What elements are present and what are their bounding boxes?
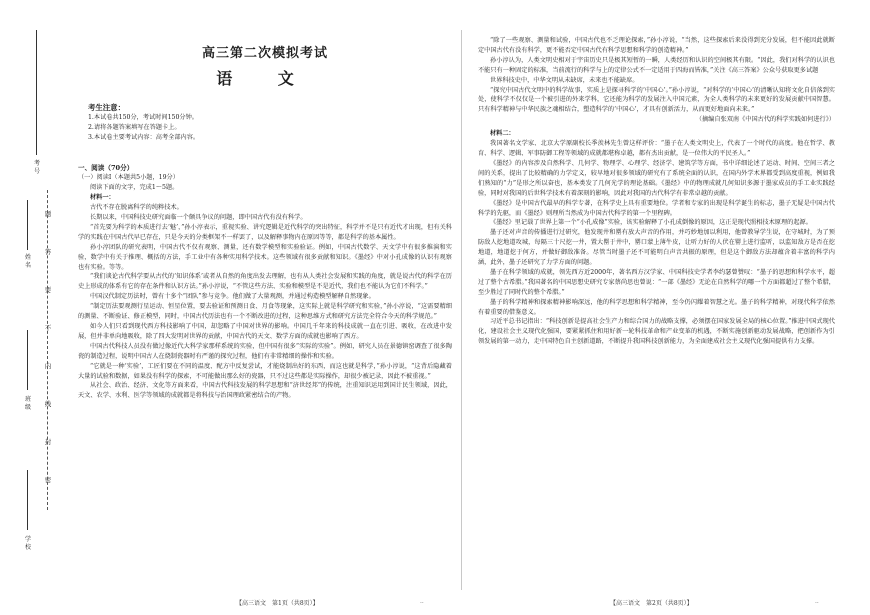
dashed-word: 内 bbox=[44, 362, 52, 370]
paragraph: “除了一些观察、测量和试验，中国古代也不乏理论探索，”孙小淳说，“当然，这些探索后来没得到充分发展，但不能因此就断定中国古代有没有科学，更不能否定中国古代有科学思想和科学的创造精神。” bbox=[478, 37, 835, 54]
class-label: 班级 bbox=[24, 396, 31, 411]
exam-no-line bbox=[36, 30, 37, 155]
dashed-word: 要 bbox=[44, 286, 52, 294]
instruction: 阅读下面的文字，完成1～5题。 bbox=[90, 184, 179, 192]
note-item: 2.请将各题答案填写在答题卡上。 bbox=[88, 124, 181, 131]
footer-tick: .. bbox=[815, 598, 819, 605]
note-item: 3.本试卷主要考试内容：高考全部内容。 bbox=[88, 134, 200, 141]
material-label: 材料二： bbox=[490, 130, 515, 138]
dashed-word: 封 bbox=[44, 438, 52, 446]
paragraph: 墨子的科学精神和探索精神影响深远，他的科学思想和科学精神，至今仍闪耀着智慧之光。墨子的科学精神，对现代科学依然有着重要的借鉴意义。 bbox=[478, 298, 835, 316]
class-line bbox=[27, 330, 28, 390]
page-footer-left: 【高三语文 第1页（共8页）】 bbox=[236, 600, 319, 607]
footer-tick: .. bbox=[420, 598, 424, 605]
material-label: 材料一： bbox=[90, 194, 115, 202]
right-column bbox=[478, 36, 835, 347]
paragraph: 世界科技史中，中华文明从未缺席，未来也不能缺席。 bbox=[490, 76, 639, 84]
binding-strip bbox=[0, 0, 62, 615]
paragraph: 墨子还对声音的传播进行过研究，他发现井和罂有放大声音的作用，并巧妙地加以利用，他曾教导学生说，在守城时，为了预防敌人挖地道攻城，每隔三十尺挖一井，置大罂于井中，罂口蒙上薄牛皮，让听力好的人伏在罂上进行监听，以监知敌方是否在挖地道，地道挖于何方，并做好御敌准备。尽管当时墨子还不可能明白声音共振的原理，但是这个御敌方法却蕴含着丰富的科学内涵，此外，墨子还研究了力学方面的问题。 bbox=[478, 229, 835, 267]
dashed-word: 答 bbox=[44, 248, 52, 256]
notes-block bbox=[78, 102, 452, 143]
paragraph: 从社会、政治、经济、文化等方面来看，中国古代科技发展的科学思想和“济世经邦”的传统，注重知识运用到国计民生领域，因此，天文、农学、水利、医学等领域的成就都是将科技与治国理政紧密结合的产物。 bbox=[78, 382, 452, 400]
source-citation: （摘编自张双南《中国古代的科学实践如何进行》） bbox=[695, 116, 835, 124]
note-item: 1.本试卷共150分，考试时间150分钟。 bbox=[88, 114, 198, 121]
exam-no-label: 考号 bbox=[33, 160, 40, 175]
exam-title: 高三第二次模拟考试 bbox=[201, 46, 328, 61]
paragraph: 古代不存在脱离科学的纯粹技术。 bbox=[90, 204, 183, 212]
school-line bbox=[27, 470, 28, 530]
paragraph: 孙小淳团队的研究表明，中国古代不仅有观察、测量，还有数学模型和实验验证。例如，中国古代数学、天文学中有很多推演和实验，数学中有关于推理、概括的方法，手工业中有各种实用科学技术。这些领域有很多贡献和知识。《墨经》中对小孔成像的认识有观察也有实验。等等。 bbox=[78, 243, 452, 271]
dashed-word: 密 bbox=[44, 476, 52, 484]
name-label: 姓名 bbox=[24, 254, 31, 269]
paragraph: “首先要为科学的本质进行去‘魅’，”孙小淳表示，重视实验、讲究逻辑是近代科学的突出特征，科学并不是只有近代才出现，但有关科学的实践在中国古代早已存在，只是今天的分类框架不一样罢了，以及解释事物内在原因等等，都是科学的基本属性。 bbox=[78, 223, 452, 241]
paragraph: “制定历法要观测行星运动、恒星位置，要去验证和预测日食、月食等现象，这实际上就是科学研究和实验，”孙小淳说，“这需要精细的测量、不断验证、修正模型，同时，中国古代历法也有一个不断改进的过程，这种思维方式和研究方法完全符合今天的科学规范。” bbox=[78, 303, 452, 321]
dashed-word: 线 bbox=[44, 400, 52, 408]
subject-title: 语 文 bbox=[216, 69, 314, 88]
paragraph: 如今人们只看到现代西方科技影响了中国，却忽略了中国对世界的影响。中国几千年来的科技成就一直在引进、吸收，在改进中发展，但并非单向地吸收，除了四大发明对世界的贡献，中国古代的天文、数学方面的成就也影响了西方。 bbox=[78, 323, 452, 340]
paragraph: “它就是一种‘实验’，工匠们要在不同的温度、配方中反复尝试，才能烧制出好的东西，而这也就是科学，”孙小淳说，“这背后隐藏着大量的试验和数据，如果没有科学的探索，不可能做出那么好的瓷器，只不过这些都是实际操作，却很少被记录，因此不被重视。” bbox=[78, 362, 452, 380]
paragraph: 中国汉代制定历法时，曾有十多个“团队”参与竞争。他们做了大量观测，并通过构造模型解释自然现象。 bbox=[90, 293, 375, 301]
page-footer-right: 【高三语文 第2页（共8页）】 bbox=[610, 600, 693, 607]
subsection-title: （一）阅读Ⅰ（本题共5小题，19分） bbox=[78, 174, 179, 182]
paragraph: 长期以来，中国科技史研究面临一个颇具争议的问题，即中国古代有没有科学。 bbox=[90, 214, 307, 222]
seal-dashed-line bbox=[47, 190, 48, 510]
paragraph: 《墨经》里记载了世界上第一个“小孔成像”实验，该实验解释了小孔成倒像的原因，这正是现代照相技术原理的起源。 bbox=[490, 219, 812, 227]
paragraph: 习近平总书记指出：“科技创新是提高社会生产力和综合国力的战略支撑，必须摆在国家发展全局的核心位置。”推进中国式现代化，建设社会主义现代化强国，要紧紧抓住和用好新一轮科技革命和产业变革的机遇，不断实施创新驱动发展战略，把创新作为引领发展的第一动力，走中国特色自主创新道路，不断提升我国科技创新能力，为全面建成社会主义现代化强国提供有力支撑。 bbox=[478, 318, 835, 346]
paragraph: “我们谈论古代科学要从古代的‘知识体系’或者从自然的角度出发去理解，也有从人类社会发展和实践的角度，就是说古代的科学在历史上形成的体系有它的存在条件和认识方法。”孙小淳说，“不管这些方法、实验和模型是不是近代，我们也不能认为它们不科学。” bbox=[78, 273, 452, 291]
paragraph: 《墨经》是中国古代最早的科学专著，在科学史上具有重要地位。学者和专家的出现是科学诞生的标志，墨子无疑是中国古代科学的先驱，而《墨经》则理所当然成为中国古代科学的第一个里程碑。 bbox=[478, 199, 835, 217]
column-divider bbox=[461, 30, 462, 590]
school-label: 学校 bbox=[24, 536, 31, 551]
dashed-word: 不 bbox=[44, 324, 52, 332]
dashed-word: 题 bbox=[44, 210, 52, 218]
paragraph: 墨子在科学领域的成就，领先西方近2000年，著名西方汉学家、中国科技史学者李约瑟曾赞叹：“墨子的思想和科学水平，超过了整个古希腊。”我国著名的中国思想史研究专家蔡尚思也曾说：“一部《墨经》无论在自然科学的哪一个方面都超过了整个希腊，至少胜过了同时代的整个希腊。” bbox=[478, 268, 835, 296]
notes-title: 考生注意： bbox=[88, 103, 125, 112]
name-line bbox=[27, 200, 28, 250]
left-column bbox=[78, 34, 452, 401]
paragraph: 中国古代科技人员没有做过像近代大科学家那样系统的实验，但中国有很多“实际的实验”。例如，研究人员在景德镇窑调查了很多陶瓷的制造过程，说明中国古人在烧制瓷器时有严谨的探究过程，他们有非常精细的操作和实验。 bbox=[78, 342, 452, 360]
paragraph: “探究中国古代文明中的科学故事，实质上是探寻科学的‘中国心’。”孙小淳说，“对科学的‘中国心’的清晰认知将文化自信落到实处，使科学不仅仅是一个被引进的外来学科，它还能为科学的发展注入中国元素，为全人类科学的未来更好的发展贡献中国智慧。只有科学精神与中华民族之魂相结合，塑造科学的‘中国心’，才具有创新活力，从而更好地面向未来。” bbox=[478, 86, 835, 114]
paragraph: 我国著名文学家、北京大学原副校长季羡林先生曾这样评价：“墨子在人类文明史上，代表了一个时代的高度。他在哲学、教育、科学、逻辑、军事防御工程等领域的成就都堪称卓越，都有杰出贡献，是一位伟大的平民圣人。” bbox=[478, 140, 835, 158]
paragraph: 孙小淳认为，人类文明史相对于宇宙历史只是极其短暂的一瞬，人类经历和认识的空间极其有限。“因此，我们对科学的认识也不能只有一种固定的标准，当前流行的科学与上的定律公式不一定适用于四海而皆准，”关注《高三答案》公众号获取更多试题 bbox=[478, 56, 835, 74]
section-title: 一、阅读（70分） bbox=[78, 164, 134, 172]
paragraph: 《墨经》的内容涉及自然科学、几何学、物理学、心理学、经济学、建筑学等方面，书中详细论述了运动、时间、空间三者之间的关系，提出了比较精确的力学定义，较早地对很多领域的研究有了系统全面的认识，在国内外学术界都受到高度重视，例如我们熟知的“力”是形之所以奋也，基本类发了几何光学的理论基础。《墨经》中的物理成就几何知识多源于墨家成员的手工业实践经验，同时对我国的后世科学技术有着深刻的影响，因此对我国的古代科学有非常卓越的贡献。 bbox=[478, 159, 835, 197]
